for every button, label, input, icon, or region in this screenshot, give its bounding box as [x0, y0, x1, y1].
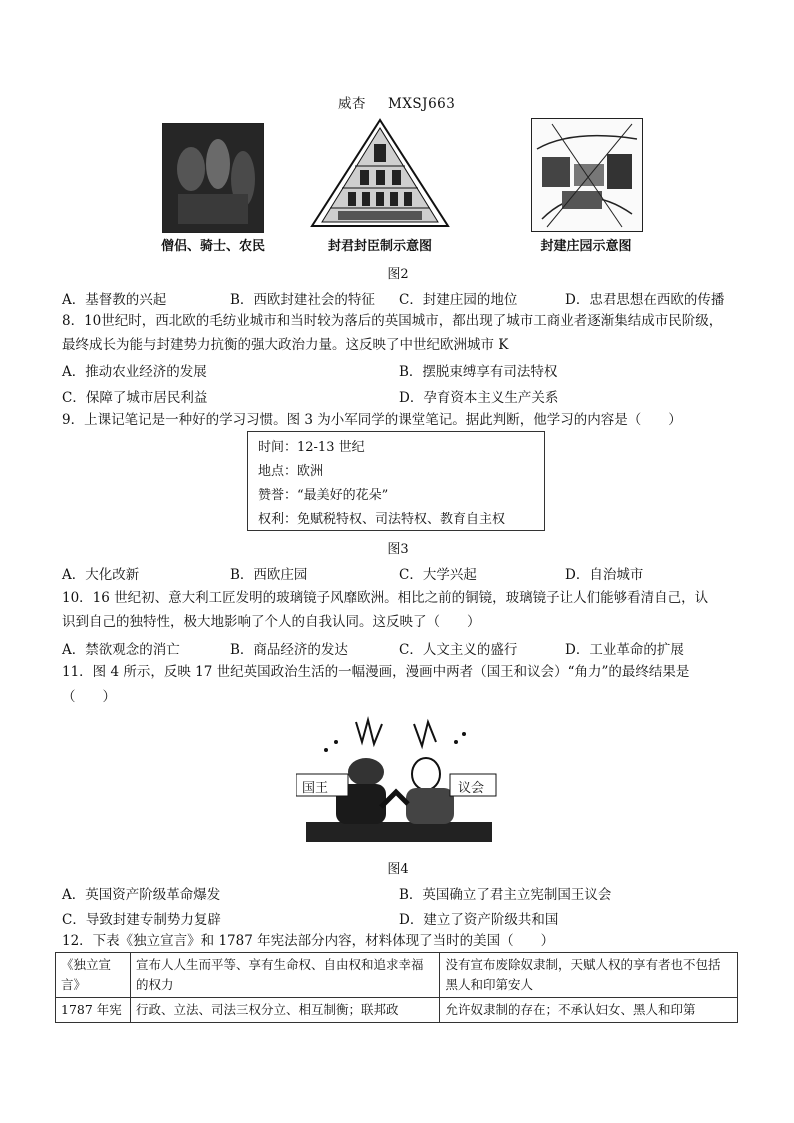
q12-comparison-table	[55, 952, 738, 1023]
q11-option-c[interactable]: C．导致封建专制势力复辟	[62, 912, 221, 928]
q8-option-a[interactable]: A．推动农业经济的发展	[62, 364, 207, 380]
header-code: MXSJ663	[388, 96, 456, 112]
page-header	[338, 92, 455, 112]
q10-option-b[interactable]: B．商品经济的发达	[230, 642, 348, 658]
image-manor-map	[531, 118, 643, 232]
q10-option-c[interactable]: C．人文主义的盛行	[399, 642, 518, 658]
q8-option-c[interactable]: C．保障了城市居民利益	[62, 390, 208, 406]
table-cell: 没有宣布废除奴隶制，天赋人权的享有者也不包括黑人和印第安人	[440, 953, 738, 998]
cartoon-king-vs-parliament	[296, 712, 502, 848]
q11-option-a[interactable]: A．英国资产阶级革命爆发	[62, 887, 221, 903]
image-feudal-pyramid	[310, 118, 450, 230]
figure-3-label: 图3	[387, 542, 409, 557]
q7-option-d[interactable]: D．忠君思想在西欧的传播	[565, 292, 725, 308]
q10-option-d[interactable]: D．工业革命的扩展	[565, 642, 684, 658]
note-rights: 权利：免赋税特权、司法特权、教育自主权	[258, 512, 506, 527]
table-cell: 行政、立法、司法三权分立、相互制衡；联邦政	[130, 998, 440, 1023]
q10-option-a[interactable]: A．禁欲观念的消亡	[62, 642, 180, 658]
table-row	[56, 953, 738, 998]
q10-stem-line2: 识到自己的独特性，极大地影响了个人的自我认同。这反映了（ ）	[62, 614, 481, 630]
q9-option-c[interactable]: C．大学兴起	[399, 567, 477, 583]
caption-manor-map: 封建庄园示意图	[540, 239, 632, 254]
table-cell: 宣布人人生而平等、享有生命权、自由权和追求幸福的权力	[130, 953, 440, 998]
caption-feudal-pyramid: 封君封臣制示意图	[327, 239, 432, 254]
table-cell: 允许奴隶制的存在；不承认妇女、黑人和印第	[440, 998, 738, 1023]
q10-stem-line1: 10．16 世纪初、意大利工匠发明的玻璃镜子风靡欧洲。相比之前的铜镜，玻璃镜子让人们能够看清自己，认	[62, 590, 709, 606]
note-place: 地点：欧洲	[258, 464, 324, 479]
cartoon-label-king: 国王	[302, 781, 329, 796]
q11-option-b[interactable]: B．英国确立了君主立宪制国王议会	[399, 887, 612, 903]
image-clergy-knights-peasants	[162, 123, 264, 233]
q7-option-c[interactable]: C．封建庄园的地位	[399, 292, 518, 308]
caption-clergy-knights-peasants: 僧侣、骑士、农民	[160, 239, 265, 254]
note-time: 时间：12-13 世纪	[258, 440, 365, 455]
q8-option-d[interactable]: D．孕育资本主义生产关系	[399, 390, 559, 406]
q8-option-b[interactable]: B．摆脱束缚享有司法特权	[399, 364, 558, 380]
note-praise: 赞誉：“最美好的花朵”	[258, 488, 389, 503]
q9-stem: 9．上课记笔记是一种好的学习习惯。图 3 为小军同学的课堂笔记。据此判断，他学习的内容是（ ）	[62, 412, 682, 428]
q11-stem-line1: 11．图 4 所示，反映 17 世纪英国政治生活的一幅漫画，漫画中两者（国王和议会）“角力”的最终结果是	[62, 664, 690, 680]
header-title: 威杏	[338, 96, 366, 112]
q11-stem-line2: （ ）	[62, 689, 116, 705]
q7-option-a[interactable]: A．基督教的兴起	[62, 292, 167, 308]
figure-2-label: 图2	[387, 267, 409, 282]
q9-option-a[interactable]: A．大化改新	[62, 567, 140, 583]
q8-stem-line1: 8．10世纪时，西北欧的毛纺业城市和当时较为落后的英国城市，都出现了城市工商业者逐渐集结成市民阶级，	[62, 313, 723, 329]
table-cell: 《独立宣言》	[56, 953, 131, 998]
q7-option-b[interactable]: B．西欧封建社会的特征	[230, 292, 375, 308]
q9-option-b[interactable]: B．西欧庄园	[230, 567, 308, 583]
table-cell: 1787 年宪	[56, 998, 131, 1023]
table-row	[56, 998, 738, 1023]
q9-option-d[interactable]: D．自治城市	[565, 567, 644, 583]
figure-4-label: 图4	[387, 862, 409, 877]
class-note-box	[247, 431, 545, 531]
q11-option-d[interactable]: D．建立了资产阶级共和国	[399, 912, 559, 928]
cartoon-label-parliament: 议会	[458, 781, 485, 796]
q12-stem: 12．下表《独立宣言》和 1787 年宪法部分内容，材料体现了当时的美国（ ）	[62, 933, 555, 949]
q8-stem-line2: 最终成长为能与封建势力抗衡的强大政治力量。这反映了中世纪欧洲城市 K	[62, 337, 509, 353]
